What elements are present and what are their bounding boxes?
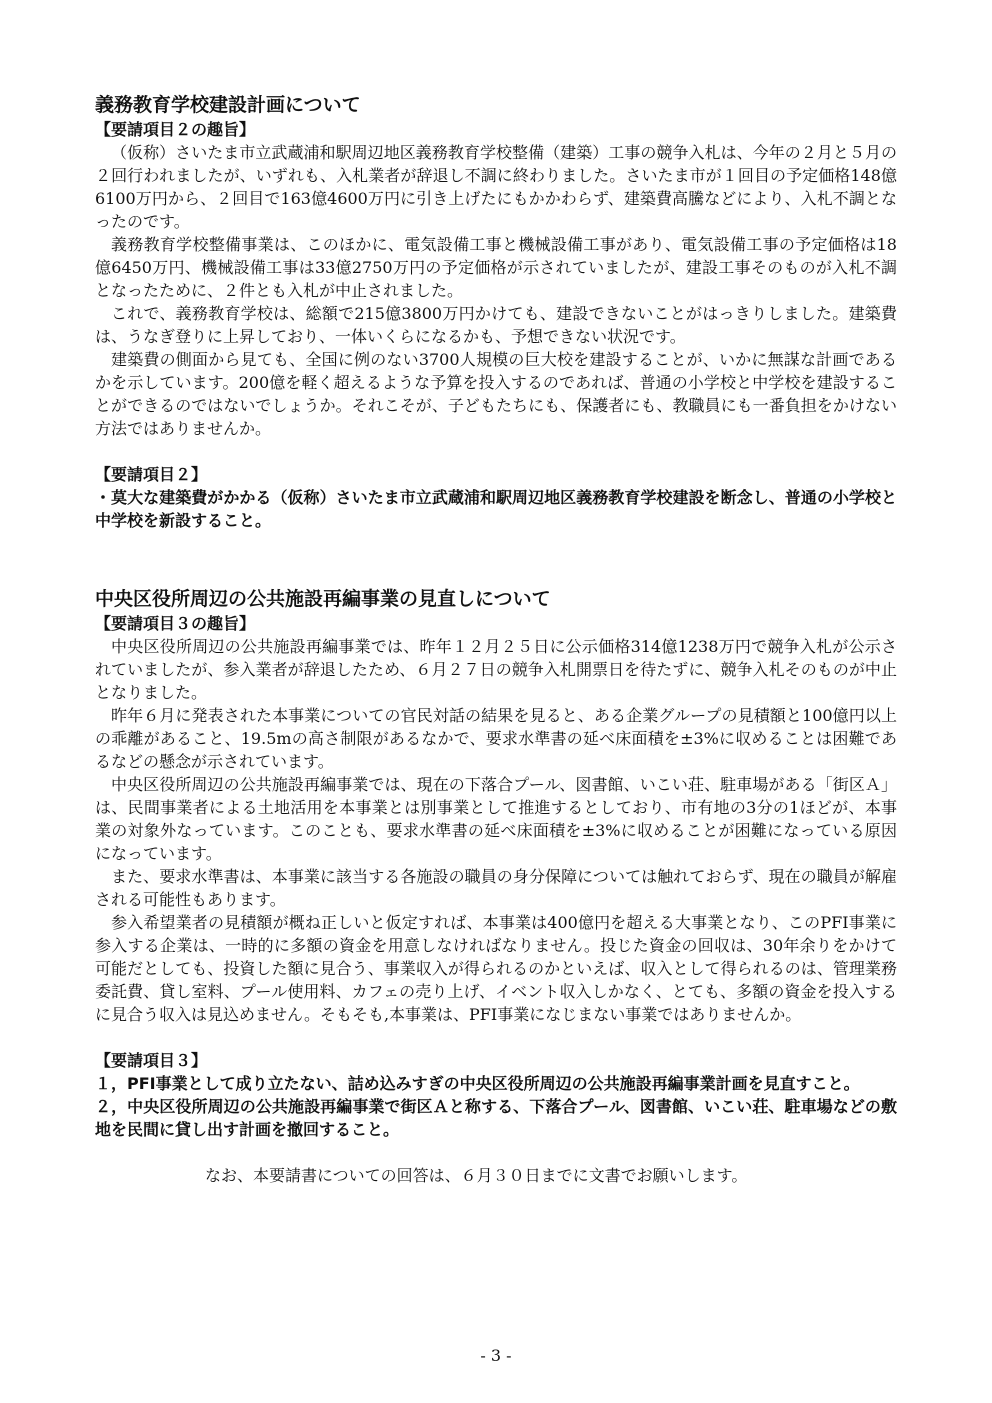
request-item: ２，中央区役所周辺の公共施設再編事業で街区Ａと称する、下落合プール、図書館、いこい荘、駐車場などの敷地を民間に貸し出す計画を撤回すること。 [95,1097,897,1139]
paragraph: 昨年６月に発表された本事業についての官民対話の結果を見ると、ある企業グループの見積額と100億円以上の乖離があること、19.5mの高さ制限があるなかで、要求水準書の延べ床面積を±3%に収めることは困難であるなどの懸念が示されています。 [95,706,897,771]
purpose-label-item-3: 【要請項目３の趣旨】 [95,614,256,633]
paragraph: これで、義務教育学校は、総額で215億3800万円かけても、建設できないことがはっきりしました。建築費は、うなぎ登りに上昇しており、一体いくらになるかも、予想できない状況です。 [95,304,897,346]
closing-note: なお、本要請書についての回答は、６月３０日までに文書でお願いします。 [205,1166,748,1185]
paragraph: （仮称）さいたま市立武蔵浦和駅周辺地区義務教育学校整備（建築）工事の競争入札は、今年の２月と５月の２回行われましたが、いずれも、入札業者が辞退し不調に終わりました。さいたま市が１回目の予定価格148億6100万円から、２回目で163億4600万円に引き上げたにもかかわらず、建築費高騰などにより、入札不調となったのです。 [95,143,897,231]
request-item: １，PFI事業として成り立たない、詰め込みすぎの中央区役所周辺の公共施設再編事業計画を見直すこと。 [95,1074,860,1093]
paragraph: 建築費の側面から見ても、全国に例のない3700人規模の巨大校を建設することが、いかに無謀な計画であるかを示しています。200億を軽く超えるような予算を投入するのであれば、普通の小学校と中学校を建設することができるのではないでしょうか。それこそが、子どもたちにも、保護者にも、教職員にも一番負担をかけない方法ではありませんか。 [95,350,897,438]
paragraph: 中央区役所周辺の公共施設再編事業では、現在の下落合プール、図書館、いこい荘、駐車場がある「街区Ａ」は、民間事業者による土地活用を本事業とは別事業として推進するとしており、市有地の3分の1ほどが、本事業の対象外なっています。このことも、要求水準書の延べ床面積を±3%に収めることが困難になっている原因になっています。 [95,775,897,863]
request-item: ・莫大な建築費がかかる（仮称）さいたま市立武蔵浦和駅周辺地区義務教育学校建設を断念し、普通の小学校と中学校を新設すること。 [95,488,897,530]
spacer [95,440,897,463]
spacer [95,532,897,586]
section-title-facility-reorganization: 中央区役所周辺の公共施設再編事業の見直しについて [95,588,551,610]
page-number: - 3 - [480,1346,512,1365]
purpose-label-item-2: 【要請項目２の趣旨】 [95,120,256,139]
spacer [95,1141,897,1164]
paragraph: 義務教育学校整備事業は、このほかに、電気設備工事と機械設備工事があり、電気設備工事の予定価格は18億6450万円、機械設備工事は33億2750万円の予定価格が示されていましたが、建設工事そのものが入札不調となったために、２件とも入札が中止されました。 [95,235,897,300]
paragraph: 中央区役所周辺の公共施設再編事業では、昨年１２月２５日に公示価格314億1238万円で競争入札が公示されていましたが、参入業者が辞退したため、６月２７日の競争入札開票日を待たずに、競争入札そのものが中止となりました。 [95,637,897,702]
spacer [95,1026,897,1049]
paragraph: 参入希望業者の見積額が概ね正しいと仮定すれば、本事業は400億円を超える大事業となり、このPFI事業に参入する企業は、一時的に多額の資金を用意しなければなりません。投じた資金の回収は、30年余りをかけて可能だとしても、投資した額に見合う、事業収入が得られるのかといえば、収入として得られるのは、管理業務委託費、貸し室料、プール使用料、カフェの売り上げ、イベント収入しかなく、とても、多額の資金を投入するに見合う収入は見込めません。そもそも,本事業は、PFI事業になじまない事業ではありませんか。 [95,913,897,1024]
request-label-item-2: 【要請項目２】 [95,465,208,484]
paragraph: また、要求水準書は、本事業に該当する各施設の職員の身分保障については触れておらず、現在の職員が解雇される可能性もあります。 [95,867,897,909]
section-title-school-plan: 義務教育学校建設計画について [95,94,361,116]
request-label-item-3: 【要請項目３】 [95,1051,208,1070]
page-content [95,92,897,1187]
